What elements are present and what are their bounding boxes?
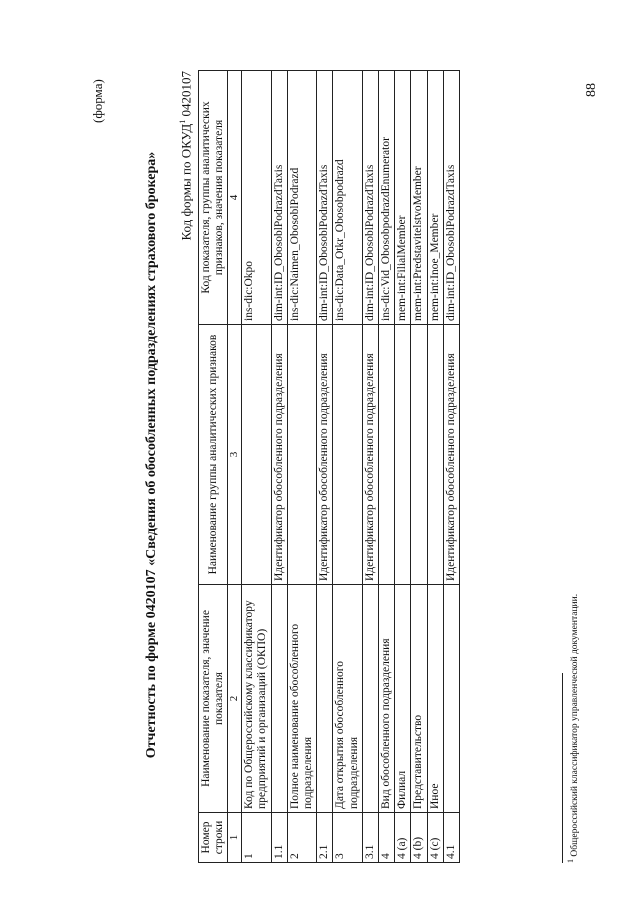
indicator-name-cell (271, 585, 287, 813)
code-cell: ins-dic:Naimen_ObosoblPodrazd (287, 71, 316, 325)
table-row (271, 71, 287, 863)
group-name-cell (242, 325, 271, 585)
code-cell: dim-int:ID_ObosoblPodrazdTaxis (362, 71, 378, 325)
footnote-mark: 1 (566, 859, 575, 863)
indicator-name-cell: Дата открытия обособленного подразделения (333, 585, 362, 813)
table-row (443, 71, 459, 863)
header-indicator-name: Наименование показателя, значение показателя (199, 585, 228, 813)
indicator-name-cell: Полное наименование обособленного подразделения (287, 585, 316, 813)
group-name-cell: Идентификатор обособленного подразделения (443, 325, 459, 585)
row-number-cell: 4 (c) (427, 813, 443, 863)
row-number-cell: 4.1 (443, 813, 459, 863)
code-cell: mem-int:Inoe_Member (427, 71, 443, 325)
indicator-name-cell (362, 585, 378, 813)
row-number-cell: 2.1 (317, 813, 333, 863)
table-row (379, 71, 395, 863)
document-title: Отчетность по форме 0420107 «Сведения об обособленных подразделениях страхового брокера» (144, 151, 159, 759)
code-cell: dim-int:ID_ObosoblPodrazdTaxis (317, 71, 333, 325)
okud-label: Код формы по ОКУД (178, 123, 194, 241)
row-number-cell: 1.1 (271, 813, 287, 863)
header-row-number: Номер строки (199, 813, 228, 863)
code-cell: ins-dic:Okpo (242, 71, 271, 325)
page-number: 88 (584, 83, 599, 97)
table-row (427, 71, 443, 863)
group-name-cell (427, 325, 443, 585)
footnote-text: Общероссийский классификатор управленческой документации. (570, 593, 581, 857)
group-name-cell (333, 325, 362, 585)
row-number-cell: 3 (333, 813, 362, 863)
column-number-row (228, 71, 242, 863)
table-row (287, 71, 316, 863)
table-row (242, 71, 271, 863)
table-row (362, 71, 378, 863)
header-code: Код показателя, группы аналитических признаков, значения показателя (199, 71, 228, 325)
group-name-cell (379, 325, 395, 585)
forma-note: (форма) (90, 79, 105, 123)
indicator-name-cell: Филиал (395, 585, 411, 813)
code-cell: dim-int:ID_ObosoblPodrazdTaxis (271, 71, 287, 325)
indicator-name-cell: Вид обособленного подразделения (379, 585, 395, 813)
indicator-name-cell (317, 585, 333, 813)
table-row (411, 71, 427, 863)
group-name-cell: Идентификатор обособленного подразделения (317, 325, 333, 585)
row-number-cell: 2 (287, 813, 316, 863)
code-cell: dim-int:ID_ObosoblPodrazdTaxis (443, 71, 459, 325)
table-row (333, 71, 362, 863)
row-number-cell: 4 (379, 813, 395, 863)
table-row (395, 71, 411, 863)
row-number-cell: 3.1 (362, 813, 378, 863)
row-number-cell: 4 (b) (411, 813, 427, 863)
column-number: 3 (228, 325, 242, 585)
table-header-row (199, 71, 228, 863)
group-name-cell (287, 325, 316, 585)
code-cell: mem-int:FilialMember (395, 71, 411, 325)
code-cell: ins-dic:Data_Otkr_Obosobpodrazd (333, 71, 362, 325)
row-number-cell: 1 (242, 813, 271, 863)
group-name-cell: Идентификатор обособленного подразделения (362, 325, 378, 585)
okud-code: 0420107 (178, 71, 194, 117)
code-cell: ins-dic:Vid_ObosobpodrazdEnumerator (379, 71, 395, 325)
row-number-cell: 4 (a) (395, 813, 411, 863)
indicator-name-cell: Представительство (411, 585, 427, 813)
indicators-table (198, 70, 460, 863)
footnote (566, 594, 580, 863)
footnote-divider (562, 673, 563, 863)
indicator-name-cell: Иное (427, 585, 443, 813)
group-name-cell: Идентификатор обособленного подразделения (271, 325, 287, 585)
okud-footnote-mark: 1 (178, 119, 187, 124)
group-name-cell (395, 325, 411, 585)
column-number: 2 (228, 585, 242, 813)
header-group-name: Наименование группы аналитических признаков (199, 325, 228, 585)
indicator-name-cell: Код по Общероссийскому классификатору предприятий и организаций (ОКПО) (242, 585, 271, 813)
table-row (317, 71, 333, 863)
okud-code-line (178, 71, 194, 333)
code-cell: mem-int:PredstavitelstvoMember (411, 71, 427, 325)
group-name-cell (411, 325, 427, 585)
column-number: 4 (228, 71, 242, 325)
indicator-name-cell (443, 585, 459, 813)
column-number: 1 (228, 813, 242, 863)
